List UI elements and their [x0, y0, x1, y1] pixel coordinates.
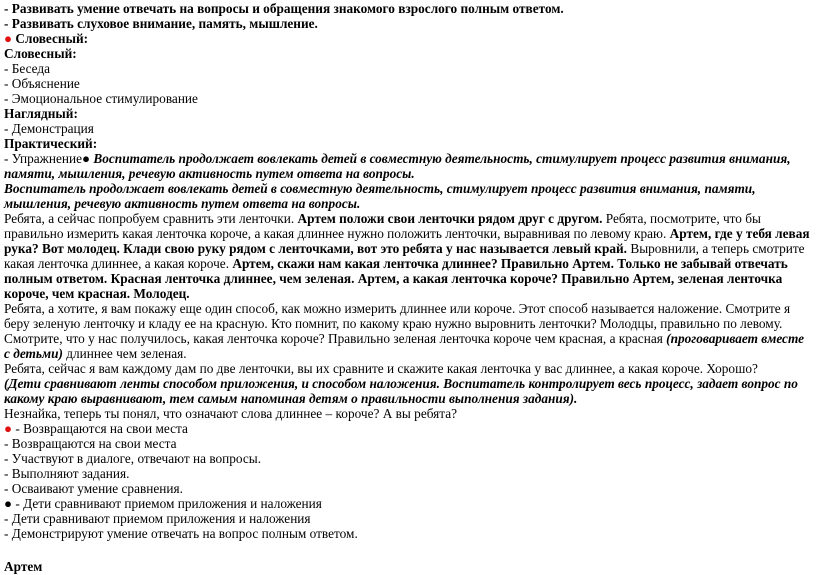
child-item-6: ● - Дети сравнивают приемом приложения и наложения	[4, 496, 322, 511]
teacher-note-2: Воспитатель продолжает вовлекать детей в совместную деятельность, стимулирует процесс развития внимания, памяти, мышления, речевую активность путем ответа на вопросы.	[4, 181, 756, 211]
verbal-item-3: - Эмоциональное стимулирование	[4, 91, 198, 106]
paragraph-give-ribbons: Ребята, сейчас я вам каждому дам по две ленточки, вы их сравните и скажите какая ленточка у вас длиннее, а какая короче. Хорошо?	[4, 361, 758, 376]
paragraph-neznaika-question: Незнайка, теперь ты понял, что означают слова длиннее – короче? А вы ребята?	[4, 406, 458, 421]
paragraph-ribbons-compare: Ребята, а сейчас попробуем сравнить эти ленточки. Артем положи свои ленточки рядом друг с другом. Ребята, посмотрите, что бы правильно измерить какая ленточка короче, а какая длиннее нужно положить ленточки, выравнивая по левому краю. Артем, где у тебя левая рука? Вот молодец. Клади свою руку рядом с ленточками, вот это ребята у нас называется левый край. Выровнили, а теперь смотрите какая ленточка длиннее, а какая короче. Артем, скажи нам какая ленточка длиннее? Правильно Артем. Только не забывай отвечать полным ответом. Красная ленточка длиннее, чем зеленая. Артем, а какая ленточка короче? Правильно Артем, зеленая ленточка короче, чем красная. Молодец.	[4, 211, 810, 301]
child-item-8: - Демонстрируют умение отвечать на вопрос полным ответом.	[4, 526, 358, 541]
paragraph-children-compare: (Дети сравнивают ленты способом приложения, и способом наложения. Воспитатель контролирует весь процесс, задает вопрос по какому краю выравнивают, тем самым напоминая детям о правильности выполнения задания).	[4, 376, 798, 406]
practical-item: - Упражнение	[4, 151, 83, 166]
child-item-4: - Выполняют задания.	[4, 466, 130, 481]
visual-heading: Наглядный:	[4, 106, 78, 121]
red-bullet-icon: ●	[4, 31, 13, 46]
goal-line-2: - Развивать слуховое внимание, память, мышление.	[4, 16, 318, 31]
teacher-note-1: Воспитатель продолжает вовлекать детей в совместную деятельность, стимулирует процесс развития внимания, памяти, мышления, речевую активность путем ответа на вопросы.	[4, 151, 791, 181]
goal-line-1: - Развивать умение отвечать на вопросы и обращения знакомого взрослого полным ответом.	[4, 1, 564, 16]
child-item-3: - Участвуют в диалоге, отвечают на вопросы.	[4, 451, 262, 466]
black-bullet-icon: ●	[82, 151, 91, 166]
black-bullet-icon: ●	[4, 496, 13, 511]
spacer	[4, 541, 812, 559]
child-item-5: - Осваивают умение сравнения.	[4, 481, 183, 496]
practical-heading: Практический:	[4, 136, 98, 151]
verbal-item-1: - Беседа	[4, 61, 51, 76]
practical-paragraph	[4, 151, 812, 181]
verbal-heading: Словесный:	[4, 46, 77, 61]
footer-name: Артем	[4, 559, 43, 574]
child-item-1: ● - Возвращаются на свои места	[4, 421, 188, 436]
child-item-2: - Возвращаются на свои места	[4, 436, 177, 451]
paragraph-overlay-method: Ребята, а хотите, я вам покажу еще один способ, как можно измерить длиннее или короче. Этот способ называется наложение. Смотрите я беру зеленую ленточку и кладу ее на красную. Кто помнит, по какому краю нужно выровнить ленточки? Молодцы, правильно по левому. Смотрите, что у нас получилось, какая ленточка короче? Правильно зеленая ленточка короче чем красная, а красная (проговаривает вместе с детьми) длиннее чем зеленая.	[4, 301, 805, 361]
verbal-item-2: - Объяснение	[4, 76, 80, 91]
visual-item-1: - Демонстрация	[4, 121, 94, 136]
red-bullet-icon: ●	[4, 421, 13, 436]
bullet-heading: ● Словесный:	[4, 31, 89, 46]
child-item-7: - Дети сравнивают приемом приложения и наложения	[4, 511, 311, 526]
